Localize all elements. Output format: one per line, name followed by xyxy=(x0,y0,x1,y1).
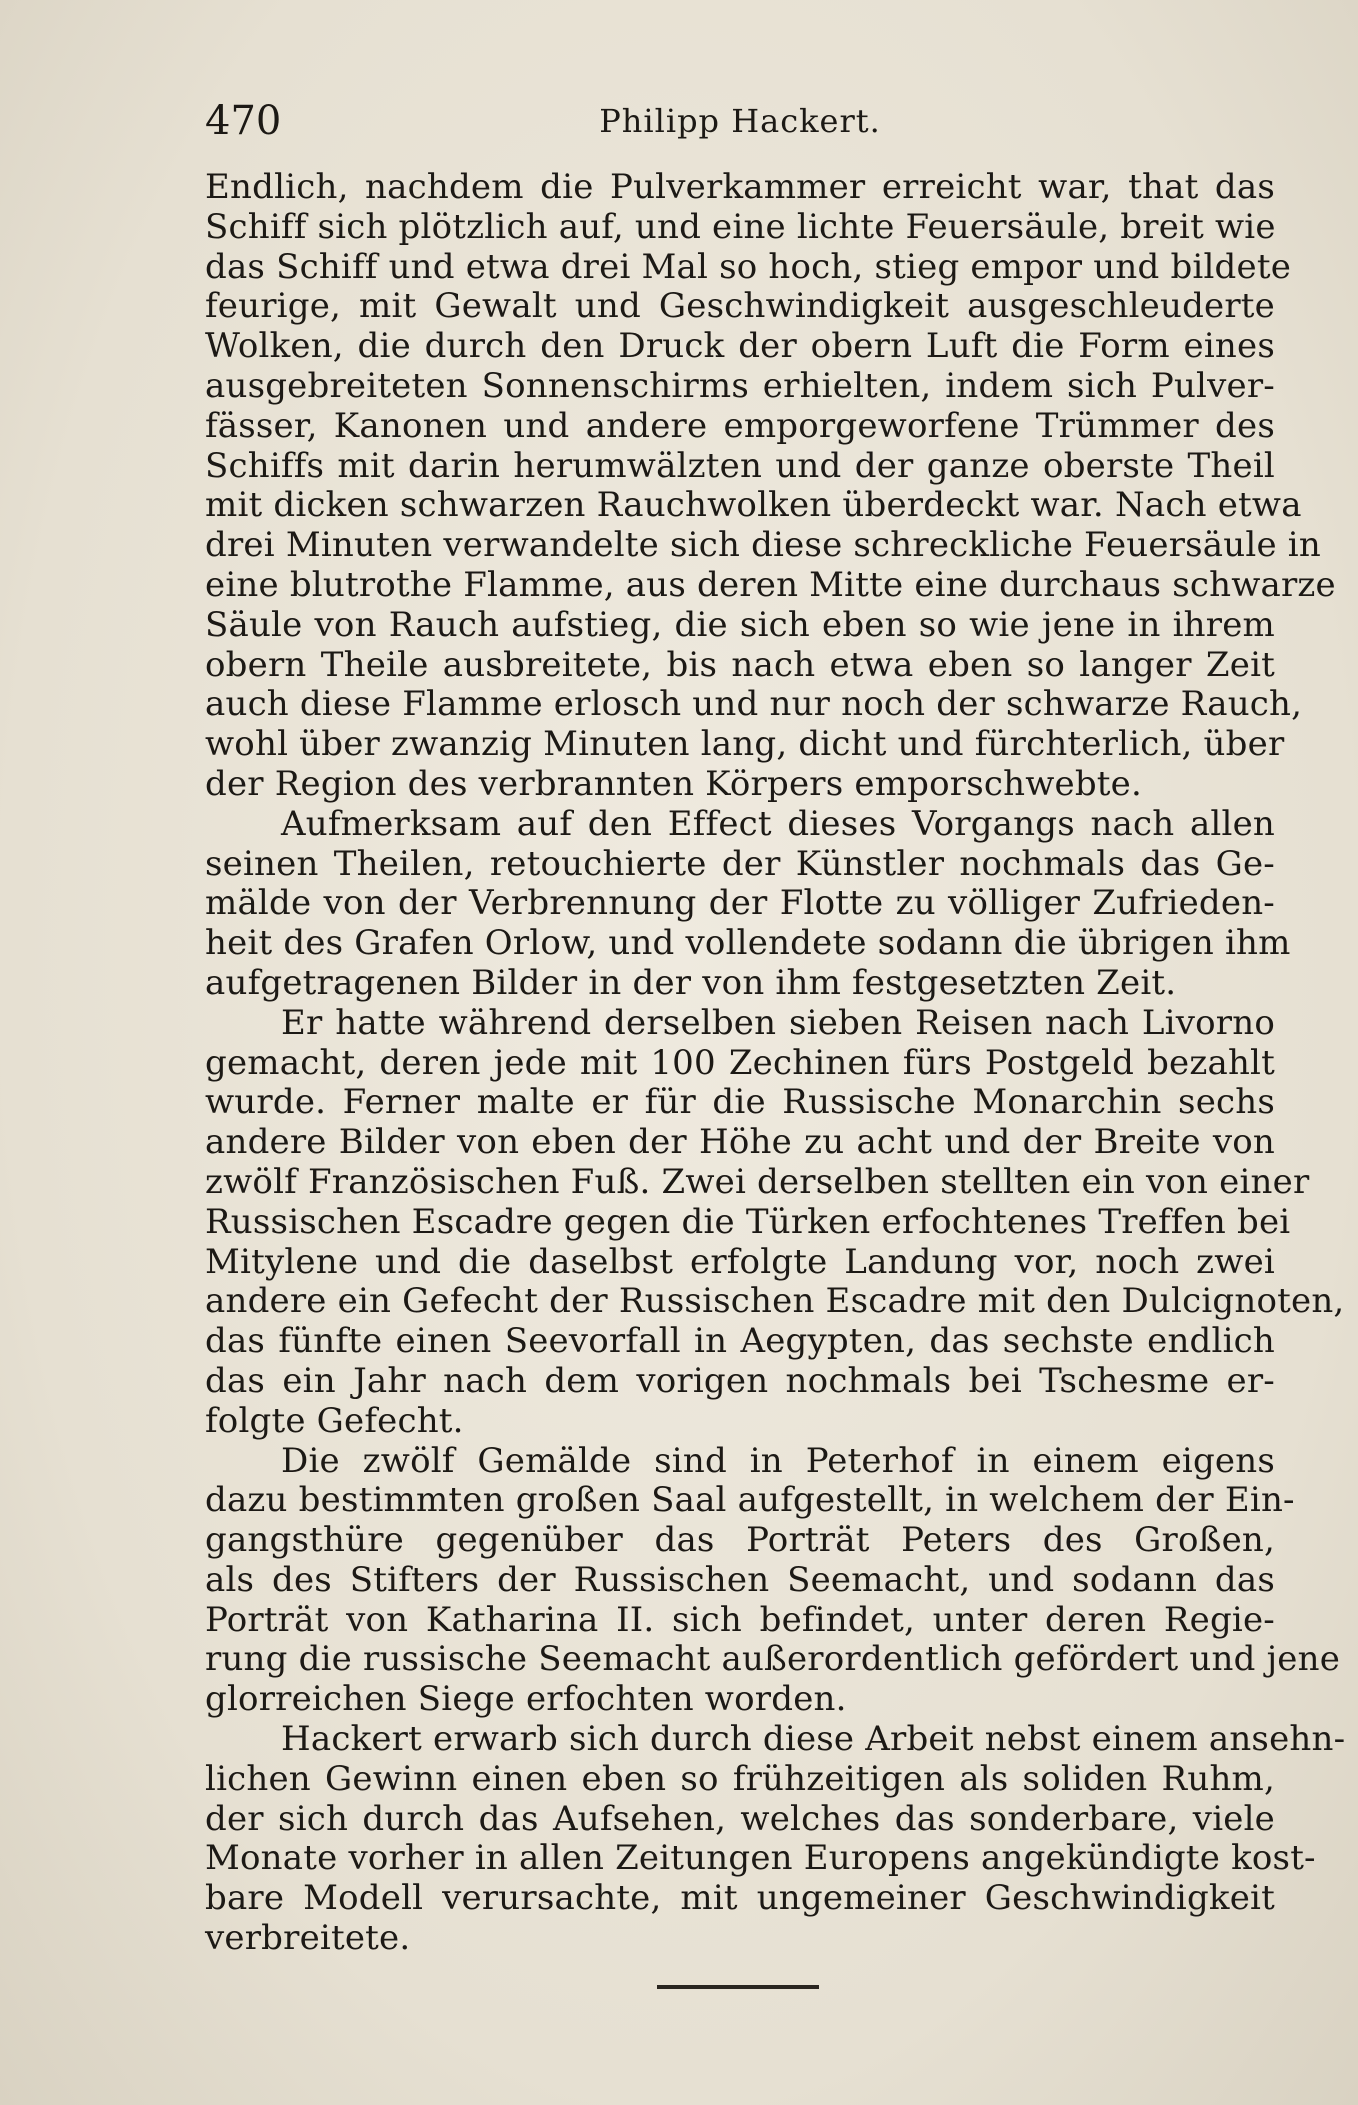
text-line: Porträt von Katharina II. sich befindet, unter deren Regie- xyxy=(205,1599,1275,1640)
text-line: Hackert erwarb sich durch diese Arbeit nebst einem ansehn- xyxy=(281,1719,1346,1760)
text-line: wohl über zwanzig Minuten lang, dicht und fürchterlich, über xyxy=(205,724,1285,765)
text-line: rung die russische Seemacht außerordentlich gefördert und jene xyxy=(205,1639,1341,1680)
text-line: andere Bilder von eben der Höhe zu acht und der Breite von xyxy=(205,1122,1275,1163)
body-text xyxy=(205,167,1346,1959)
text-line: obern Theile ausbreitete, bis nach etwa eben so langer Zeit xyxy=(205,644,1275,685)
text-line: das fünfte einen Seevorfall in Aegypten, das sechste endlich xyxy=(205,1321,1275,1362)
text-line: Mitylene und die daselbst erfolgte Landung vor, noch zwei xyxy=(205,1241,1275,1282)
text-line: andere ein Gefecht der Russischen Escadre mit den Dulcignoten, xyxy=(205,1281,1345,1322)
text-line: Er hatte während derselben sieben Reisen nach Livorno xyxy=(281,1002,1275,1043)
text-line: als des Stifters der Russischen Seemacht, und sodann das xyxy=(205,1559,1275,1600)
text-line: mälde von der Verbrennung der Flotte zu völliger Zufrieden- xyxy=(205,883,1275,924)
text-line: ausgebreiteten Sonnenschirms erhielten, indem sich Pulver- xyxy=(205,365,1275,406)
end-rule xyxy=(657,1985,819,1989)
running-head: Philipp Hackert. xyxy=(599,102,881,140)
text-line: der Region des verbrannten Körpers emporschwebte. xyxy=(205,763,1142,804)
text-line: folgte Gefecht. xyxy=(205,1400,464,1441)
text-line: Schiff sich plötzlich auf, und eine lichte Feuersäule, breit wie xyxy=(205,206,1276,247)
text-line: wurde. Ferner malte er für die Russische Monarchin sechs xyxy=(205,1082,1275,1123)
text-line: feurige, mit Gewalt und Geschwindigkeit ausgeschleuderte xyxy=(205,286,1275,327)
text-line: gangsthüre gegenüber das Porträt Peters des Großen, xyxy=(205,1520,1275,1561)
text-line: eine blutrothe Flamme, aus deren Mitte eine durchaus schwarze xyxy=(205,564,1336,605)
text-line: Wolken, die durch den Druck der obern Luft die Form eines xyxy=(205,326,1275,367)
text-line: glorreichen Siege erfochten worden. xyxy=(205,1679,847,1720)
text-line: Die zwölf Gemälde sind in Peterhof in einem eigens xyxy=(281,1440,1275,1481)
text-line: heit des Grafen Orlow, und vollendete sodann die übrigen ihm xyxy=(205,923,1291,964)
text-line: bare Modell verursachte, mit ungemeiner Geschwindigkeit xyxy=(205,1878,1275,1919)
text-line: Monate vorher in allen Zeitungen Europens angekündigte kost- xyxy=(205,1838,1316,1879)
text-line: auch diese Flamme erlosch und nur noch der schwarze Rauch, xyxy=(205,684,1303,725)
text-line: verbreitete. xyxy=(205,1918,411,1959)
text-line: Aufmerksam auf den Effect dieses Vorgangs nach allen xyxy=(281,803,1275,844)
text-line: fässer, Kanonen und andere emporgeworfene Trümmer des xyxy=(205,405,1275,446)
text-line: Säule von Rauch aufstieg, die sich eben so wie jene in ihrem xyxy=(205,604,1275,645)
text-line: Endlich, nachdem die Pulverkammer erreicht war, that das xyxy=(205,167,1275,207)
text-line: Russischen Escadre gegen die Türken erfochtenes Treffen bei xyxy=(205,1201,1291,1242)
text-line: Schiffs mit darin herumwälzten und der ganze oberste Theil xyxy=(205,445,1275,486)
text-line: zwölf Französischen Fuß. Zwei derselben stellten ein von einer xyxy=(205,1161,1310,1202)
text-line: aufgetragenen Bilder in der von ihm festgesetzten Zeit. xyxy=(205,962,1177,1003)
text-line: gemacht, deren jede mit 100 Zechinen fürs Postgeld bezahlt xyxy=(205,1042,1275,1083)
page-header xyxy=(205,96,1275,146)
page-number: 470 xyxy=(205,98,282,144)
text-line: drei Minuten verwandelte sich diese schreckliche Feuersäule in xyxy=(205,525,1321,566)
text-line: lichen Gewinn einen eben so frühzeitigen als soliden Ruhm, xyxy=(205,1758,1275,1799)
text-line: das Schiff und etwa drei Mal so hoch, stieg empor und bildete xyxy=(205,246,1292,287)
text-line: seinen Theilen, retouchierte der Künstler nochmals das Ge- xyxy=(205,843,1275,884)
text-line: dazu bestimmten großen Saal aufgestellt, in welchem der Ein- xyxy=(205,1480,1295,1521)
text-line: mit dicken schwarzen Rauchwolken überdeckt war. Nach etwa xyxy=(205,485,1302,526)
text-line: das ein Jahr nach dem vorigen nochmals bei Tschesme er- xyxy=(205,1360,1275,1401)
text-line: der sich durch das Aufsehen, welches das sonderbare, viele xyxy=(205,1798,1275,1839)
